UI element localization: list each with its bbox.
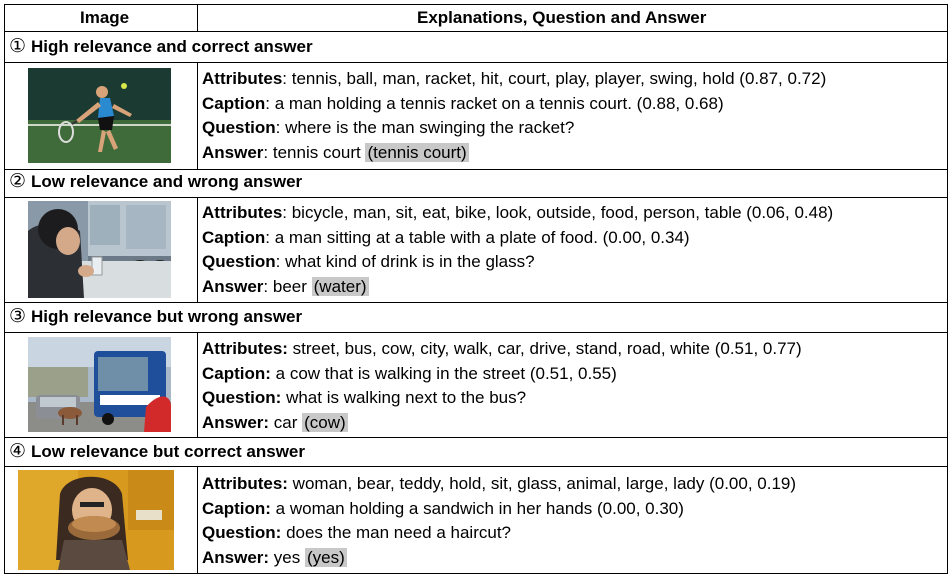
attributes-line — [202, 201, 833, 226]
table-divider — [4, 62, 948, 63]
column-divider — [197, 4, 198, 31]
section-heading-1 — [9, 35, 313, 58]
question-text: what is walking next to the bus? — [281, 388, 527, 407]
section-heading-2 — [9, 170, 302, 193]
ground-truth-answer: (yes) — [306, 547, 345, 567]
question-line — [202, 386, 802, 411]
section-number: ① — [9, 36, 27, 57]
attributes-line — [202, 472, 796, 497]
explanation-block-1 — [202, 67, 826, 165]
explanation-block-4 — [202, 472, 796, 570]
question-text: : where is the man swinging the racket? — [275, 118, 575, 137]
answer-text: yes — [269, 547, 305, 567]
caption-label: Caption: — [202, 363, 271, 383]
section-title: High relevance and correct answer — [31, 37, 313, 56]
attributes-text: woman, bear, teddy, hold, sit, glass, animal, large, lady (0.00, 0.19) — [287, 474, 797, 493]
attributes-text: : bicycle, man, sit, eat, bike, look, outside, food, person, table (0.06, 0.48) — [282, 203, 834, 222]
caption-label: Caption — [202, 93, 266, 113]
table-border-right — [947, 4, 948, 574]
attributes-label: Attributes — [202, 203, 283, 222]
person-eating-image — [18, 470, 174, 570]
section-heading-4 — [9, 440, 305, 463]
ground-truth-answer: (tennis court) — [367, 142, 467, 162]
answer-label: Answer — [202, 142, 264, 162]
explanations-table — [4, 4, 948, 574]
caption-line — [202, 92, 826, 117]
answer-line — [202, 141, 826, 166]
question-label: Question: — [202, 388, 282, 407]
question-line — [202, 116, 826, 141]
answer-line — [202, 546, 796, 571]
answer-text: car — [269, 412, 303, 432]
explanation-block-2 — [202, 201, 833, 299]
tennis-player-image — [28, 68, 171, 163]
man-with-drink-image — [28, 201, 171, 298]
table-divider — [4, 197, 948, 198]
question-label: Question: — [202, 523, 282, 542]
attributes-label: Attributes — [202, 69, 283, 88]
section-heading-3 — [9, 305, 302, 328]
tennis-player-image-svg — [28, 68, 171, 163]
section-number: ④ — [9, 441, 27, 462]
attributes-label: Attributes: — [202, 339, 288, 358]
caption-text: a cow that is walking in the street (0.51, 0.55) — [270, 363, 617, 383]
table-divider — [4, 332, 948, 333]
caption-line — [202, 497, 796, 522]
ground-truth-answer: (water) — [313, 276, 367, 296]
answer-text: : beer — [263, 276, 312, 296]
column-divider — [197, 197, 198, 302]
answer-line — [202, 411, 802, 436]
table-divider — [4, 466, 948, 467]
attributes-label: Attributes: — [202, 474, 288, 493]
answer-line — [202, 275, 833, 300]
header-explanations: Explanations, Question and Answer — [417, 8, 707, 27]
answer-label: Answer: — [202, 547, 270, 567]
caption-text: : a man sitting at a table with a plate of food. (0.00, 0.34) — [265, 227, 690, 247]
column-divider — [197, 332, 198, 437]
caption-line — [202, 362, 802, 387]
attributes-line — [202, 67, 826, 92]
question-line — [202, 250, 833, 275]
column-divider — [197, 466, 198, 573]
table-border-top — [4, 4, 948, 5]
answer-text: : tennis court — [263, 142, 366, 162]
caption-text: : a man holding a tennis racket on a tennis court. (0.88, 0.68) — [265, 93, 724, 113]
attributes-text: : tennis, ball, man, racket, hit, court, play, player, swing, hold (0.87, 0.72) — [282, 69, 827, 88]
ground-truth-answer: (cow) — [304, 412, 346, 432]
caption-label: Caption: — [202, 498, 271, 518]
answer-label: Answer: — [202, 412, 270, 432]
table-border-left — [4, 4, 5, 574]
question-line — [202, 521, 796, 546]
caption-label: Caption — [202, 227, 266, 247]
section-number: ② — [9, 171, 27, 192]
section-title: Low relevance and wrong answer — [31, 172, 303, 191]
section-title: Low relevance but correct answer — [31, 442, 305, 461]
attributes-text: street, bus, cow, city, walk, car, drive, stand, road, white (0.51, 0.77) — [287, 339, 802, 358]
bus-and-cow-image-svg — [28, 337, 171, 432]
answer-label: Answer — [202, 276, 264, 296]
bus-and-cow-image — [28, 337, 171, 432]
man-with-drink-image-svg — [28, 201, 171, 298]
caption-text: a woman holding a sandwich in her hands (0.00, 0.30) — [270, 498, 684, 518]
section-number: ③ — [9, 306, 27, 327]
table-divider — [4, 31, 948, 32]
table-divider — [4, 437, 948, 438]
explanation-block-3 — [202, 337, 802, 435]
question-text: : what kind of drink is in the glass? — [275, 252, 535, 271]
section-title: High relevance but wrong answer — [31, 307, 303, 326]
question-text: does the man need a haircut? — [281, 523, 512, 542]
column-divider — [197, 62, 198, 169]
header-image: Image — [80, 8, 130, 27]
caption-line — [202, 226, 833, 251]
question-label: Question — [202, 118, 276, 137]
person-eating-image-svg — [18, 470, 174, 570]
table-divider — [4, 302, 948, 303]
question-label: Question — [202, 252, 276, 271]
attributes-line — [202, 337, 802, 362]
table-border-bottom — [4, 573, 948, 574]
